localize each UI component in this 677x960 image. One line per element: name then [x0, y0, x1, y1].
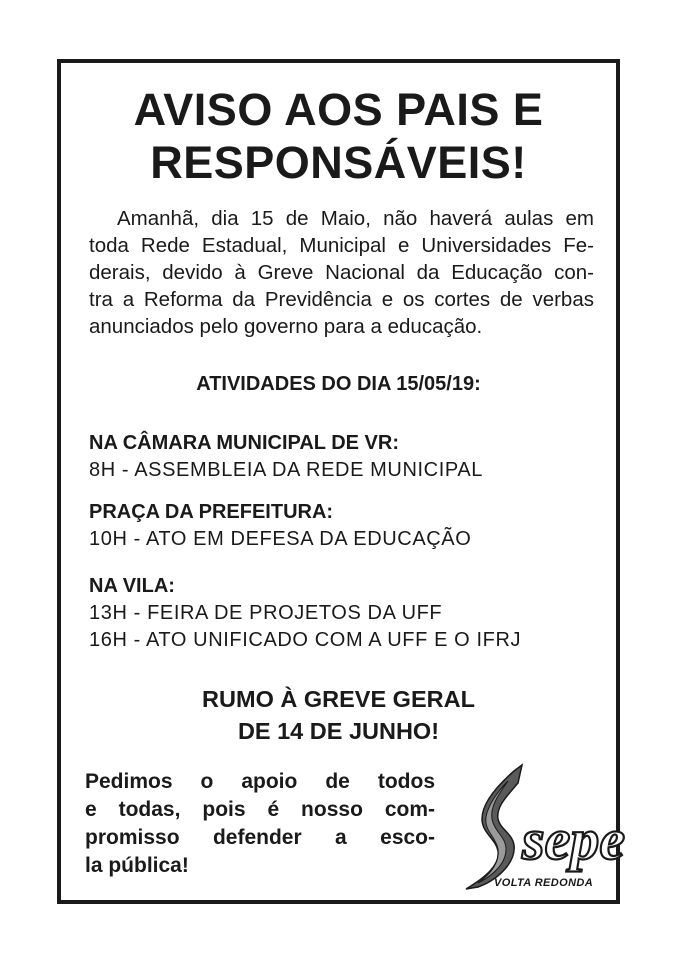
activity-block-praca	[89, 499, 606, 553]
logo-wordmark: sepe	[522, 807, 626, 872]
activity-block-camara	[89, 430, 606, 484]
closing-line: Pedimos o apoio de todos	[85, 770, 435, 793]
activity-place: PRAÇA DA PREFEITURA:	[89, 501, 334, 523]
page-title	[61, 83, 616, 189]
strike-callout-line-2: DE 14 DE JUNHO!	[237, 718, 440, 744]
sepe-logo-icon	[456, 763, 626, 893]
intro-line: tra a Reforma da Previdência e os cortes de verbas	[89, 288, 594, 311]
activities-heading: ATIVIDADES DO DIA 15/05/19:	[196, 373, 481, 395]
intro-line: Amanhã, dia 15 de Maio, não haverá aulas em	[117, 207, 594, 230]
closing-line: la pública!	[85, 854, 189, 877]
strike-callout-line-1: RUMO À GREVE GERAL	[202, 686, 475, 712]
intro-line: derais, devido à Greve Nacional da Educação con-	[89, 261, 594, 284]
strike-callout	[61, 683, 616, 747]
intro-line: anunciados pelo governo para a educação.	[89, 315, 483, 338]
activity-event: 13H - FEIRA DE PROJETOS DA UFF	[89, 602, 443, 624]
intro-paragraph	[89, 205, 594, 340]
activity-place: NA CÂMARA MUNICIPAL DE VR:	[89, 432, 399, 454]
activity-place: NA VILA:	[89, 575, 175, 597]
closing-line: promisso defender a esco-	[85, 826, 435, 849]
activity-event: 16H - ATO UNIFICADO COM A UFF E O IFRJ	[89, 629, 522, 651]
activity-block-vila	[89, 573, 606, 654]
title-line-1: AVISO AOS PAIS E	[133, 84, 544, 135]
activity-event: 10H - ATO EM DEFESA DA EDUCAÇÃO	[89, 528, 472, 550]
activity-event: 8H - ASSEMBLEIA DA REDE MUNICIPAL	[89, 459, 483, 481]
logo-caption: VOLTA REDONDA	[494, 877, 594, 889]
closing-line: e todas, pois é nosso com-	[85, 798, 435, 821]
notice-frame	[57, 59, 626, 904]
title-line-2: RESPONSÁVEIS!	[150, 137, 527, 188]
closing-message	[85, 768, 435, 880]
intro-line: toda Rede Estadual, Municipal e Universidades Fe-	[89, 234, 594, 257]
